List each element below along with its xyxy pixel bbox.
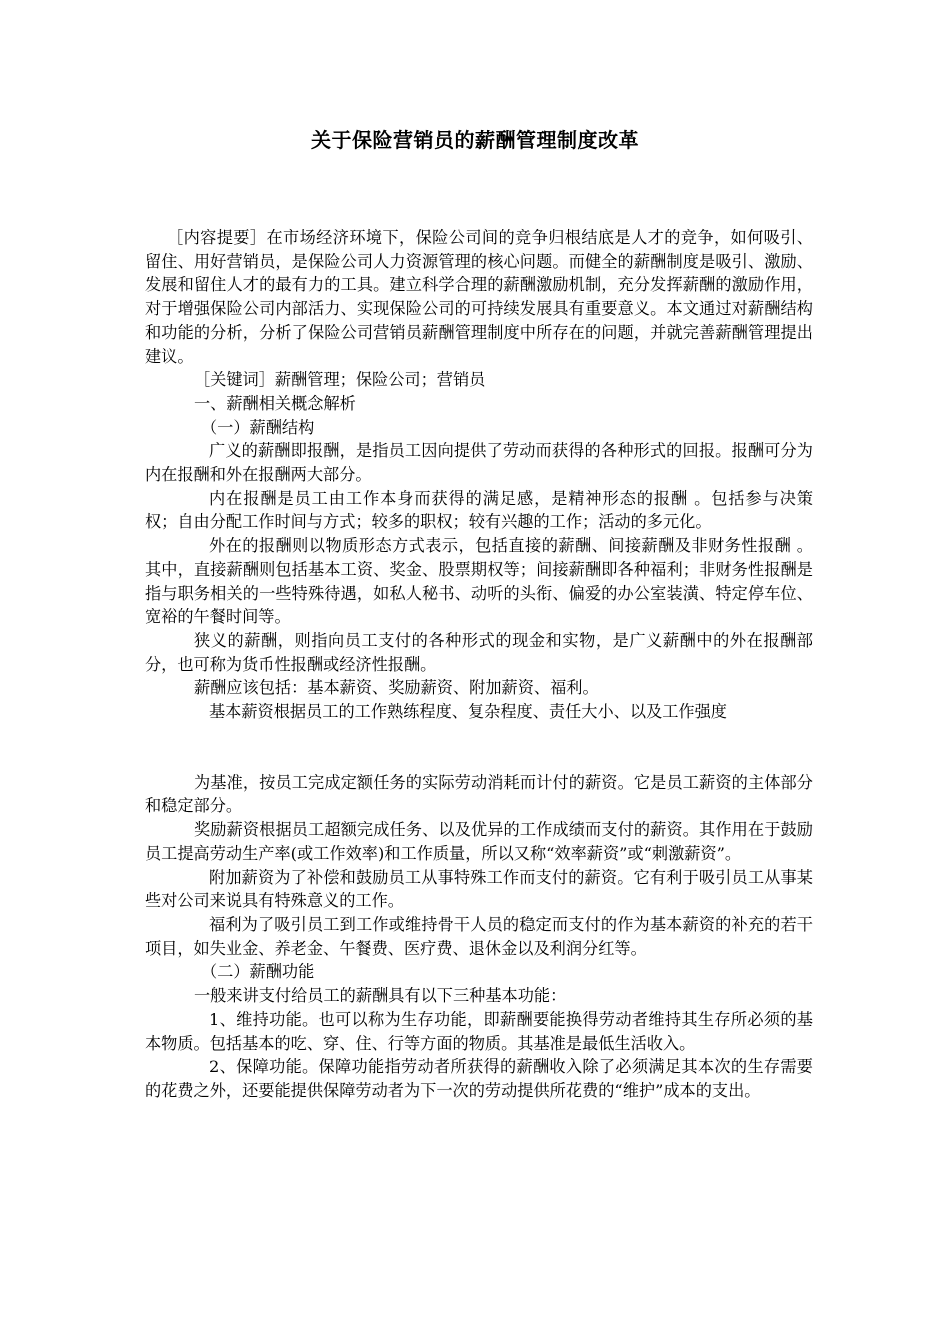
body-paragraph: 薪酬应该包括：基本薪资、奖励薪资、附加薪资、福利。 <box>194 678 599 698</box>
body-paragraph: 狭义的薪酬，则指向员工支付的各种形式的现金和实物，是广义薪酬中的外在报酬部分，也可称为货币性报酬或经济性报酬。 <box>145 630 813 674</box>
body-paragraph: 基本薪资根据员工的工作熟练程度、复杂程度、责任大小、以及工作强度 <box>209 702 727 722</box>
keywords-paragraph: ［关键词］薪酬管理；保险公司；营销员 <box>194 370 486 390</box>
paragraph-gap <box>145 724 813 771</box>
body-paragraph: 奖励薪资根据员工超额完成任务、以及优异的工作成绩而支付的薪资。其作用在于鼓励员工提高劳动生产率(或工作效率)和工作质量，所以又称“效率薪资”或“刺激薪资”。 <box>145 820 813 863</box>
body-paragraph: 外在的报酬则以物质形态方式表示，包括直接的薪酬、间接薪酬及非财务性报酬 。其中，直接薪酬则包括基本工资、奖金、股票期权等；间接薪酬即各种福利；非财务性报酬是指与职务相关的一些特殊待遇，如私人秘书、动听的头衔、偏爱的办公室装潢、特定停车位、宽裕的午餐时间等。 <box>145 536 813 627</box>
subsection-heading: （二）薪酬功能 <box>201 962 315 982</box>
subsection-heading: （一）薪酬结构 <box>201 417 315 437</box>
document-body <box>145 226 813 1103</box>
body-paragraph: 1、维持功能。也可以称为生存功能，即薪酬要能换得劳动者维持其生存所必须的基本物质。包括基本的吃、穿、住、行等方面的物质。其基准是最低生活收入。 <box>145 1009 813 1053</box>
body-paragraph: 内在报酬是员工由工作本身而获得的满足感，是精神形态的报酬 。包括参与决策权；自由分配工作时间与方式；较多的职权；较有兴趣的工作；活动的多元化。 <box>145 488 813 532</box>
body-paragraph: 为基准，按员工完成定额任务的实际劳动消耗而计付的薪资。它是员工薪资的主体部分和稳定部分。 <box>145 772 813 816</box>
body-paragraph: 2、保障功能。保障功能指劳动者所获得的薪酬收入除了必须满足其本次的生存需要的花费之外，还要能提供保障劳动者为下一次的劳动提供所花费的“维护”成本的支出。 <box>145 1057 813 1100</box>
document-title: 关于保险营销员的薪酬管理制度改革 <box>311 128 639 152</box>
body-paragraph: 福利为了吸引员工到工作或维持骨干人员的稳定而支付的作为基本薪资的补充的若干项目，如失业金、养老金、午餐费、医疗费、退休金以及利润分红等。 <box>145 914 813 958</box>
section-heading: 一、薪酬相关概念解析 <box>194 393 356 413</box>
body-paragraph: 广义的薪酬即报酬，是指员工因向提供了劳动而获得的各种形式的回报。报酬可分为内在报酬和外在报酬两大部分。 <box>145 441 813 485</box>
body-paragraph: 一般来讲支付给员工的薪酬具有以下三种基本功能： <box>194 986 567 1006</box>
body-paragraph: 附加薪资为了补偿和鼓励员工从事特殊工作而支付的薪资。它有利于吸引员工从事某些对公司来说具有特殊意义的工作。 <box>145 867 813 911</box>
abstract-paragraph: ［内容提要］在市场经济环境下，保险公司间的竞争归根结底是人才的竞争，如何吸引、留住、用好营销员，是保险公司人力资源管理的核心问题。而健全的薪酬制度是吸引、激励、发展和留住人才的最有力的工具。建立科学合理的薪酬激励机制，充分发挥薪酬的激励作用，对于增强保险公司内部活力、实现保险公司的可持续发展具有重要意义。本文通过对薪酬结构和功能的分析，分析了保险公司营销员薪酬管理制度中所存在的问题，并就完善薪酬管理提出建议。 <box>145 228 813 366</box>
